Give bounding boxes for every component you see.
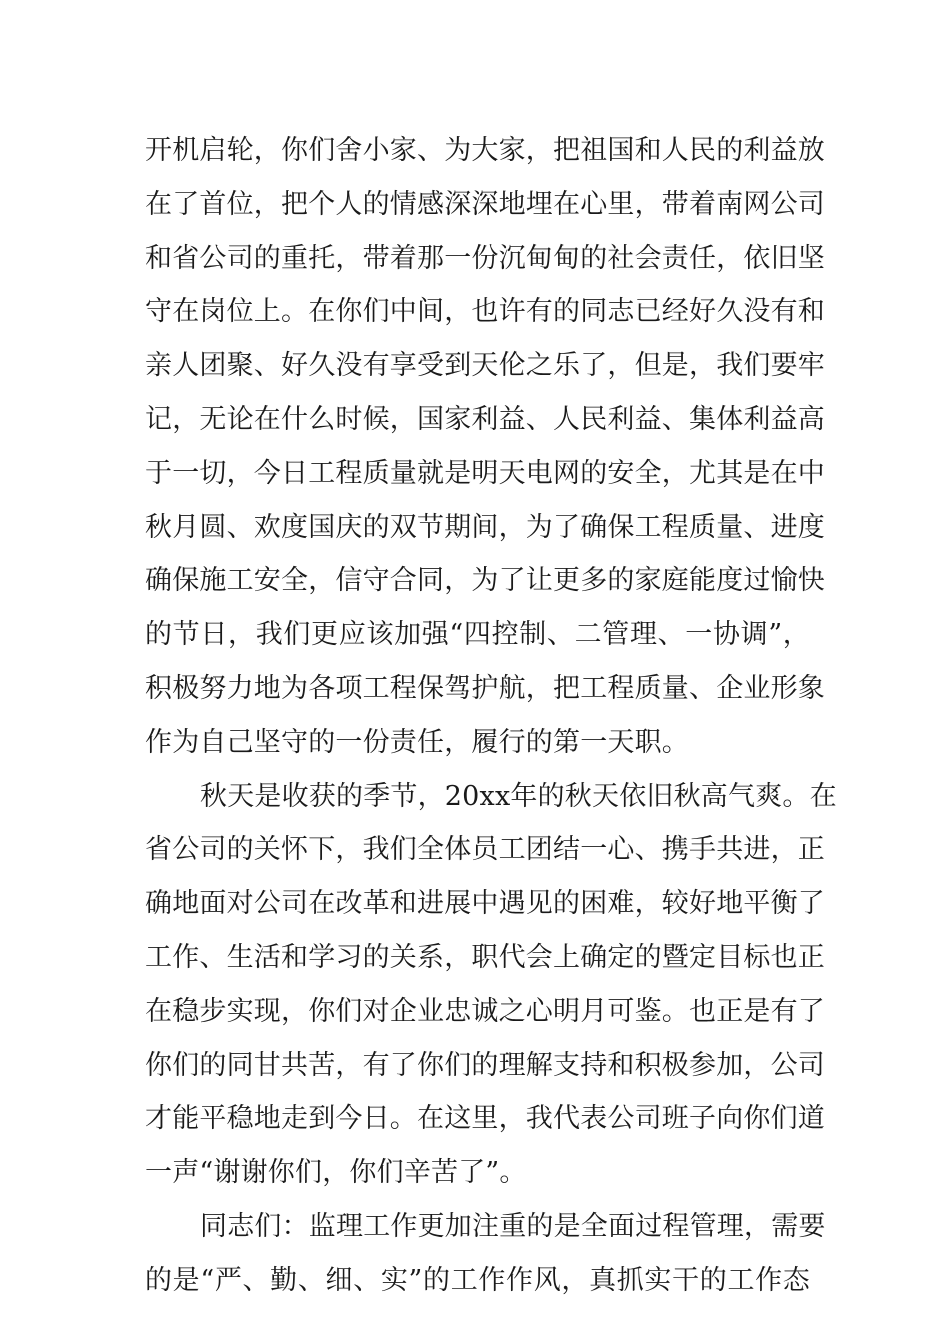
paragraph-line: 作为自己坚守的一份责任，履行的第一天职。 (145, 726, 689, 758)
paragraph-line: 确保施工安全，信守合同，为了让更多的家庭能度过愉快 (145, 565, 825, 597)
paragraph-line: 才能平稳地走到今日。在这里，我代表公司班子向你们道 (145, 1103, 825, 1135)
paragraph-line: 和省公司的重托，带着那一份沉甸甸的社会责任，依旧坚 (145, 242, 825, 274)
paragraph-line: 亲人团聚、好久没有享受到天伦之乐了，但是，我们要牢 (145, 350, 825, 382)
paragraph-line: 确地面对公司在改革和进展中遇见的困难，较好地平衡了 (145, 888, 825, 920)
paragraph-line: 开机启轮，你们舍小家、为大家，把祖国和人民的利益放 (145, 135, 825, 166)
paragraph-line: 的节日，我们更应该加强“四控制、二管理、一协调”， (145, 619, 810, 651)
paragraph-line: 同志们：监理工作更加注重的是全面过程管理，需要 (200, 1210, 826, 1242)
paragraph-line: 的是“严、勤、细、实”的工作作风，真抓实干的工作态 (145, 1264, 810, 1296)
paragraph-line: 守在岗位上。在你们中间，也许有的同志已经好久没有和 (145, 296, 825, 328)
paragraph-3 (145, 1200, 826, 1308)
paragraph-line: 在稳步实现，你们对企业忠诚之心明月可鉴。也正是有了 (145, 995, 825, 1027)
paragraph-line: 积极努力地为各项工程保驾护航，把工程质量、企业形象 (145, 672, 825, 704)
paragraph-1 (145, 124, 825, 770)
paragraph-line: 工作、生活和学习的关系，职代会上确定的暨定目标也正 (145, 941, 825, 973)
paragraph-line: 于一切，今日工程质量就是明天电网的安全，尤其是在中 (145, 457, 825, 489)
paragraph-line: 你们的同甘共苦，有了你们的理解支持和积极参加，公司 (145, 1049, 825, 1081)
paragraph-line: 在了首位，把个人的情感深深地埋在心里，带着南网公司 (145, 188, 825, 220)
paragraph-line: 记，无论在什么时候，国家利益、人民利益、集体利益高 (145, 403, 825, 435)
paragraph-line: 省公司的关怀下，我们全体员工团结一心、携手共进，正 (145, 834, 825, 866)
paragraph-2 (145, 770, 837, 1200)
document-body (145, 124, 837, 1308)
paragraph-line: 秋天是收获的季节，20xx年的秋天依旧秋高气爽。在 (200, 780, 837, 812)
paragraph-line: 一声“谢谢你们，你们辛苦了”。 (145, 1157, 527, 1189)
paragraph-line: 秋月圆、欢度国庆的双节期间，为了确保工程质量、进度 (145, 511, 825, 543)
